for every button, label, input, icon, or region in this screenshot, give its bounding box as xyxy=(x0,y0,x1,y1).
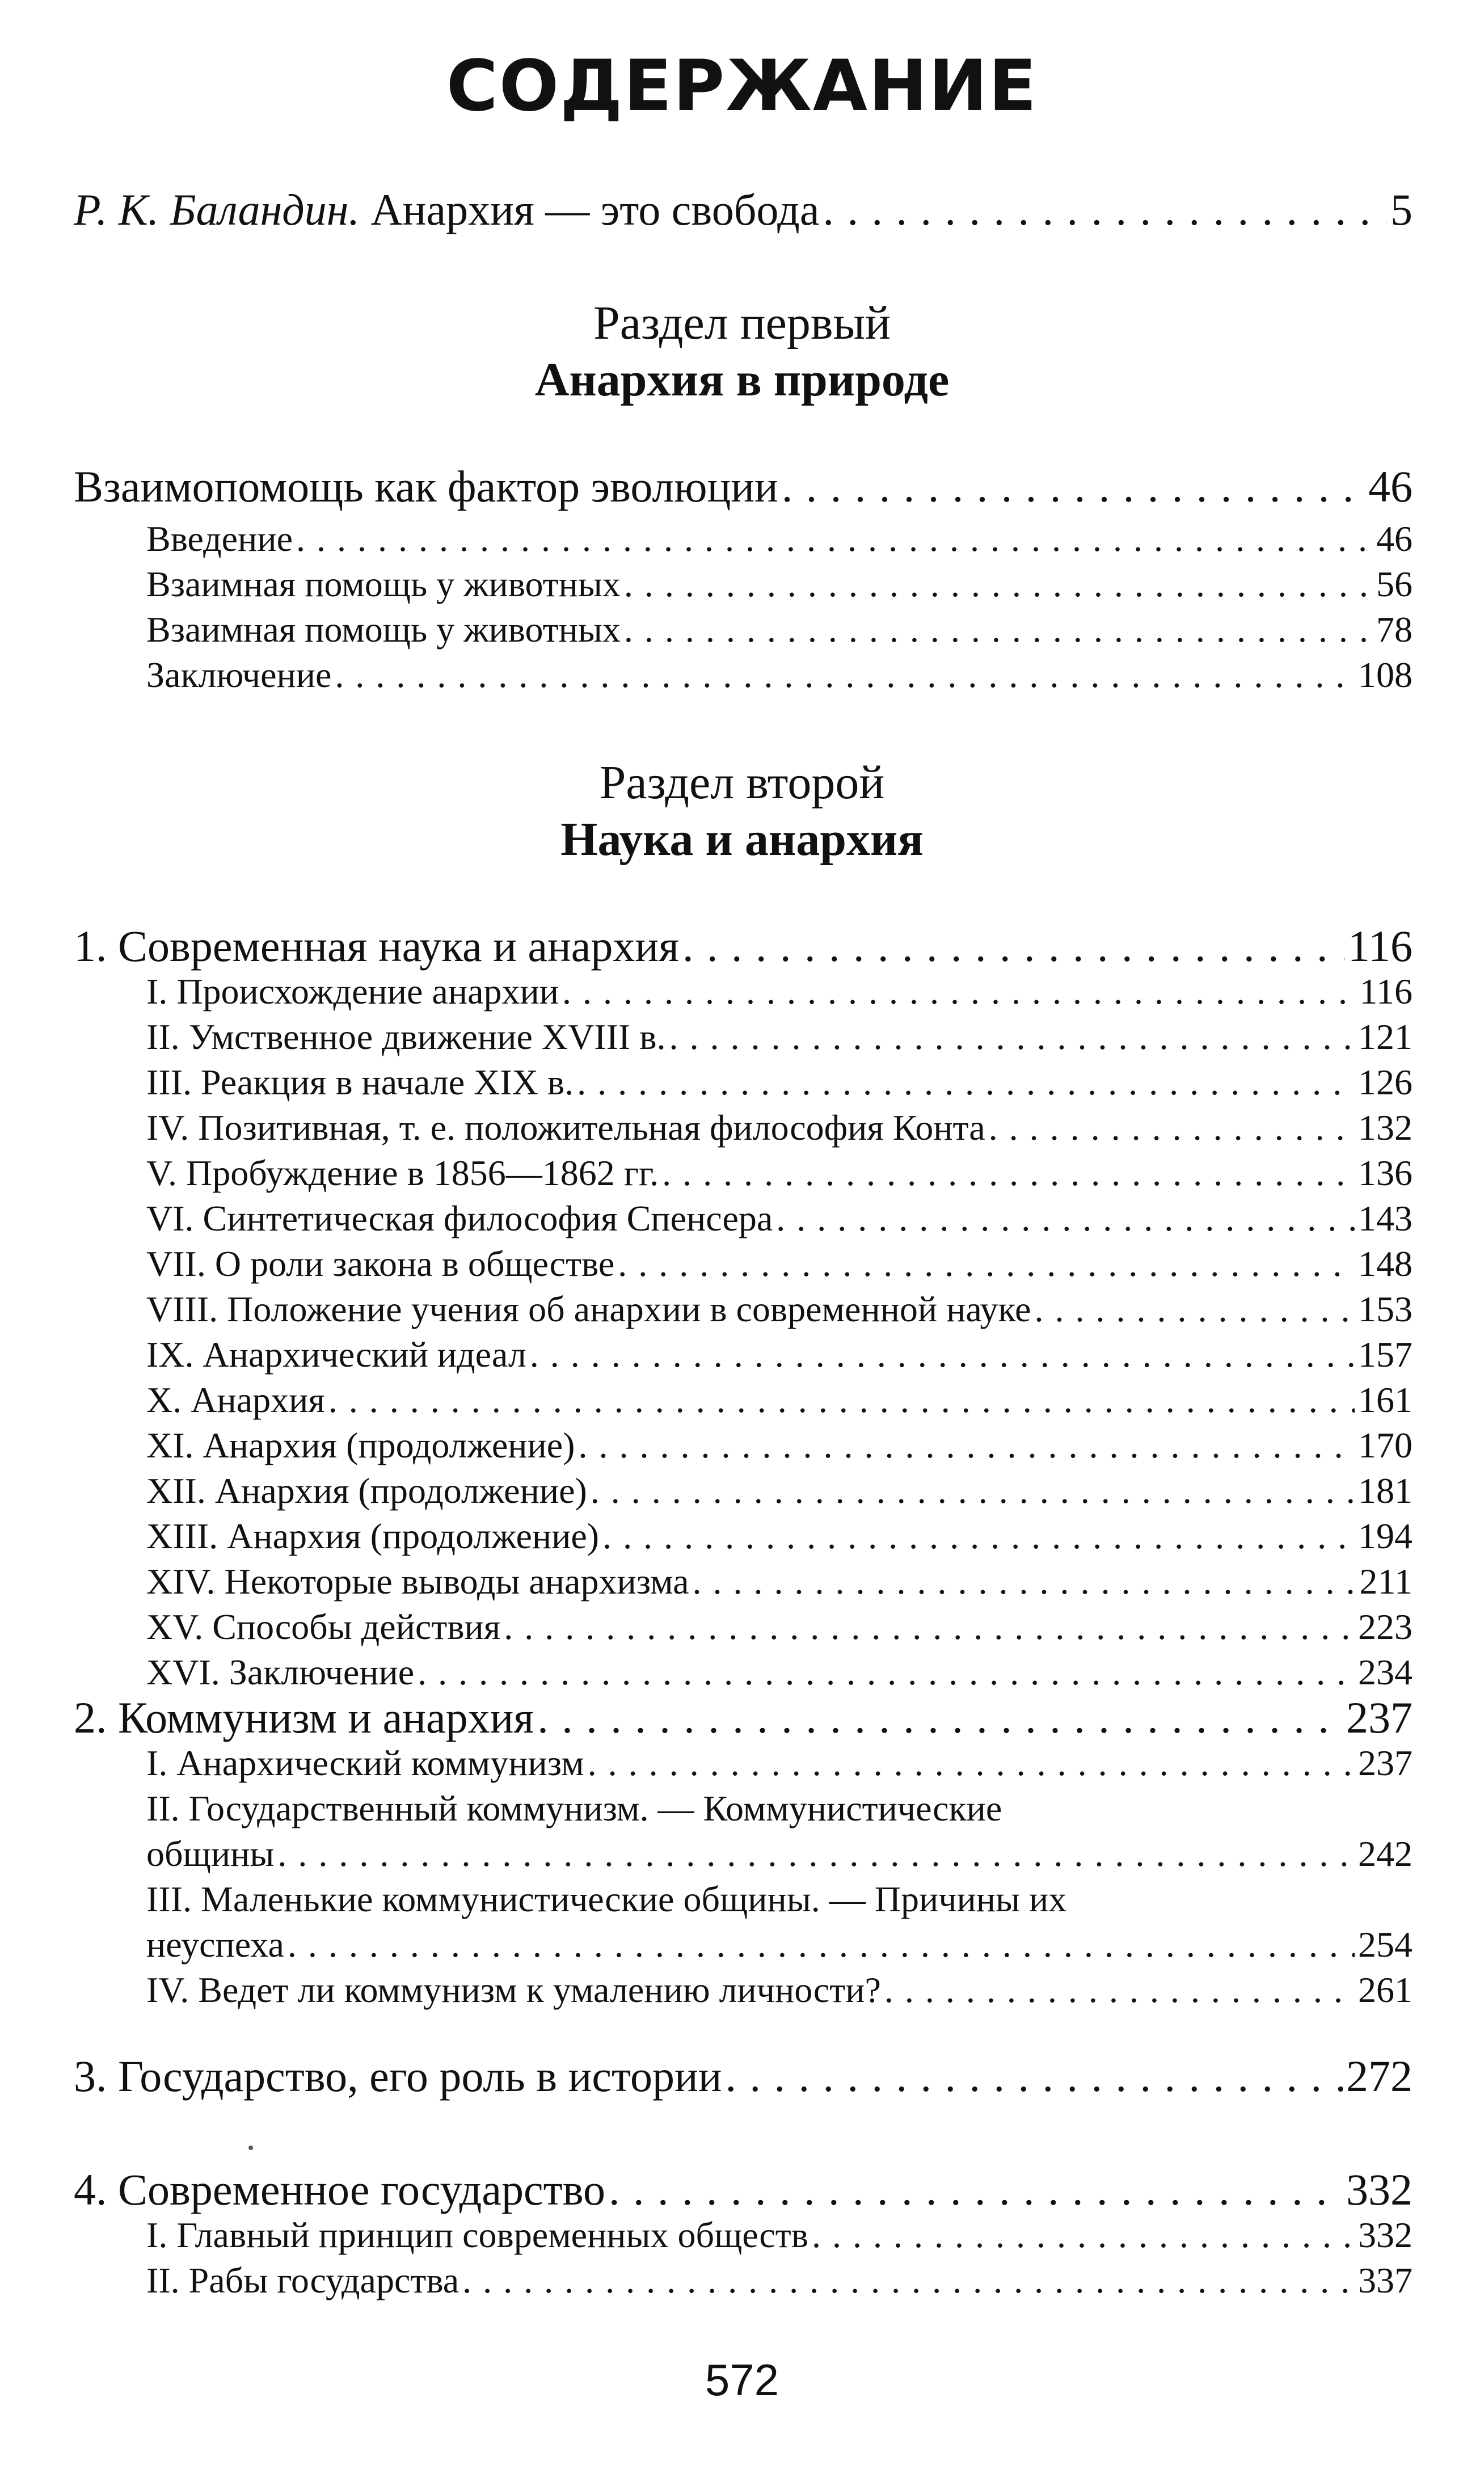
toc-subentry: XIII. Анархия (продолжение) . . . 194 xyxy=(146,1514,1413,1559)
page-number: 46 xyxy=(1368,462,1413,511)
toc-subentry: Взаимная помощь у животных . . . 56 xyxy=(146,562,1413,607)
page-number: 148 xyxy=(1358,1244,1413,1284)
page-number: 161 xyxy=(1358,1380,1413,1420)
leader-dots xyxy=(812,2212,1355,2258)
leader-dots xyxy=(577,1060,1355,1105)
leader-dots xyxy=(669,1014,1355,1060)
toc-subentry: IV. Ведет ли коммунизм к умалению личности? . . . 261 xyxy=(146,1967,1413,2013)
toc-entry: 1. Современная наука и анархия . . . 116 xyxy=(74,924,1413,969)
section-heading xyxy=(0,295,1484,408)
page-number: 116 xyxy=(1347,921,1413,971)
toc-subentry: VIII. Положение учения об анархии в современной науке . . . 153 xyxy=(146,1287,1413,1332)
section-heading xyxy=(0,755,1484,868)
toc-subentry: XII. Анархия (продолжение) . . . 181 xyxy=(146,1468,1413,1514)
leader-dots xyxy=(618,1241,1355,1287)
page-number: 332 xyxy=(1358,2215,1413,2255)
leader-dots xyxy=(504,1604,1355,1650)
footer-page-number: 572 xyxy=(705,2355,779,2405)
page-number: 121 xyxy=(1358,1017,1413,1057)
toc-entry: 4. Современное государство . . . 332 xyxy=(74,2167,1413,2212)
page-number: 337 xyxy=(1358,2260,1413,2300)
leader-dots xyxy=(562,969,1356,1014)
section-label: Раздел первый xyxy=(593,297,891,349)
toc-subentry: Взаимная помощь у животных . . . 78 xyxy=(146,607,1413,652)
leader-dots xyxy=(530,1332,1355,1377)
page-number: 242 xyxy=(1358,1834,1413,1874)
toc-entry-preface xyxy=(74,187,1413,233)
leader-dots xyxy=(662,1150,1355,1196)
page-number: 254 xyxy=(1358,1924,1413,1965)
toc-subentry-line: III. Маленькие коммунистические общины. — Причины их xyxy=(146,1879,1067,1919)
toc-subentry: Заключение . . . 108 xyxy=(146,652,1413,698)
toc-subentry: II. Умственное движение XVIII в. . . . 121 xyxy=(146,1014,1413,1060)
toc-subentry: II. Рабы государства . . . 337 xyxy=(146,2258,1413,2303)
page-number: 46 xyxy=(1376,519,1413,559)
page-title: СОДЕРЖАНИЕ xyxy=(446,45,1038,127)
leader-dots xyxy=(693,1559,1356,1604)
toc-subentry: Введение . . . 46 xyxy=(146,516,1413,562)
toc-entry: 2. Коммунизм и анархия . . . 237 xyxy=(74,1695,1413,1740)
leader-dots xyxy=(462,2258,1355,2303)
toc-subentry: I. Анархический коммунизм . . . 237 xyxy=(146,1740,1413,1786)
toc-subentry: XI. Анархия (продолжение) . . . 170 xyxy=(146,1423,1413,1468)
toc-subentry: IX. Анархический идеал . . . 157 xyxy=(146,1332,1413,1377)
page-number: 261 xyxy=(1358,1970,1413,2010)
leader-dots xyxy=(335,652,1355,698)
toc-entry: 3. Государство, его роль в истории . . . 272 xyxy=(74,2054,1413,2099)
page-number: 116 xyxy=(1359,971,1413,1012)
page-number: 5 xyxy=(1390,185,1413,234)
leader-dots xyxy=(296,516,1373,562)
page-number: 332 xyxy=(1346,2165,1413,2214)
leader-dots xyxy=(578,1423,1355,1468)
page-number: 272 xyxy=(1346,2051,1413,2101)
toc-subentry: X. Анархия . . . 161 xyxy=(146,1377,1413,1423)
section-label: Раздел второй xyxy=(599,756,885,809)
leader-dots xyxy=(588,1740,1355,1786)
page-number: 153 xyxy=(1358,1289,1413,1329)
leader-dots xyxy=(591,1468,1355,1514)
toc-subentry: VI. Синтетическая философия Спенсера . . . 143 xyxy=(146,1196,1413,1241)
toc-subentry: XVI. Заключение . . . 234 xyxy=(146,1650,1413,1695)
toc-subentry: IV. Позитивная, т. е. положительная философия Конта . . . 132 xyxy=(146,1105,1413,1150)
leader-dots xyxy=(602,1514,1355,1559)
leader-dots xyxy=(726,2054,1343,2099)
page-number: 170 xyxy=(1358,1425,1413,1465)
page-number: 237 xyxy=(1358,1743,1413,1783)
leader-dots xyxy=(537,1695,1343,1740)
leader-dots xyxy=(609,2167,1343,2212)
toc-subentry: I. Главный принцип современных обществ . . . 332 xyxy=(146,2212,1413,2258)
leader-dots xyxy=(1034,1287,1355,1332)
leader-dots xyxy=(782,464,1365,509)
page-number: 237 xyxy=(1346,1693,1413,1742)
leader-dots xyxy=(682,924,1344,969)
leader-dots xyxy=(624,562,1373,607)
toc-subentry: I. Происхождение анархии . . . 116 xyxy=(146,969,1413,1014)
page-number: 56 xyxy=(1376,564,1413,604)
leader-dots xyxy=(277,1831,1355,1877)
section-title: Анархия в природе xyxy=(534,353,950,406)
leader-dots xyxy=(418,1650,1355,1695)
page-number: 234 xyxy=(1358,1652,1413,1692)
leader-dots xyxy=(624,607,1373,652)
leader-dots xyxy=(823,187,1387,233)
toc-subentry: XIV. Некоторые выводы анархизма . . . 211 xyxy=(146,1559,1413,1604)
page-number: 223 xyxy=(1358,1607,1413,1647)
toc-subentry: XV. Способы действия . . . 223 xyxy=(146,1604,1413,1650)
leader-dots xyxy=(989,1105,1355,1150)
print-speck xyxy=(248,2146,253,2150)
preface-title: Анархия — это свобода xyxy=(359,185,820,234)
toc-subentry-line: II. Государственный коммунизм. — Коммунистические xyxy=(146,1788,1002,1828)
page-number: 78 xyxy=(1376,609,1413,650)
page-number: 181 xyxy=(1358,1470,1413,1511)
page-number: 194 xyxy=(1358,1516,1413,1556)
page-number: 211 xyxy=(1359,1561,1413,1602)
toc-subentry: VII. О роли закона в обществе . . . 148 xyxy=(146,1241,1413,1287)
page-number: 132 xyxy=(1358,1107,1413,1148)
toc-subentry: III. Реакция в начале XIX в. . . . 126 xyxy=(146,1060,1413,1105)
preface-author: Р. К. Баландин. xyxy=(74,185,360,234)
toc-subentry: V. Пробуждение в 1856—1862 гг. . . . 136 xyxy=(146,1150,1413,1196)
leader-dots xyxy=(328,1377,1355,1423)
page-number: 143 xyxy=(1358,1198,1413,1238)
toc-subentry: неуспеха . . . 254 xyxy=(146,1922,1413,1967)
leader-dots xyxy=(288,1922,1355,1967)
toc-entry: Взаимопомощь как фактор эволюции . . . 46 xyxy=(74,464,1413,509)
page-number: 157 xyxy=(1358,1334,1413,1375)
page-number: 136 xyxy=(1358,1153,1413,1193)
leader-dots xyxy=(776,1196,1355,1241)
toc-subentry: общины . . . 242 xyxy=(146,1831,1413,1877)
section-title: Наука и анархия xyxy=(560,813,924,866)
page-number: 108 xyxy=(1358,655,1413,695)
page-number: 126 xyxy=(1358,1062,1413,1102)
leader-dots xyxy=(884,1967,1355,2013)
